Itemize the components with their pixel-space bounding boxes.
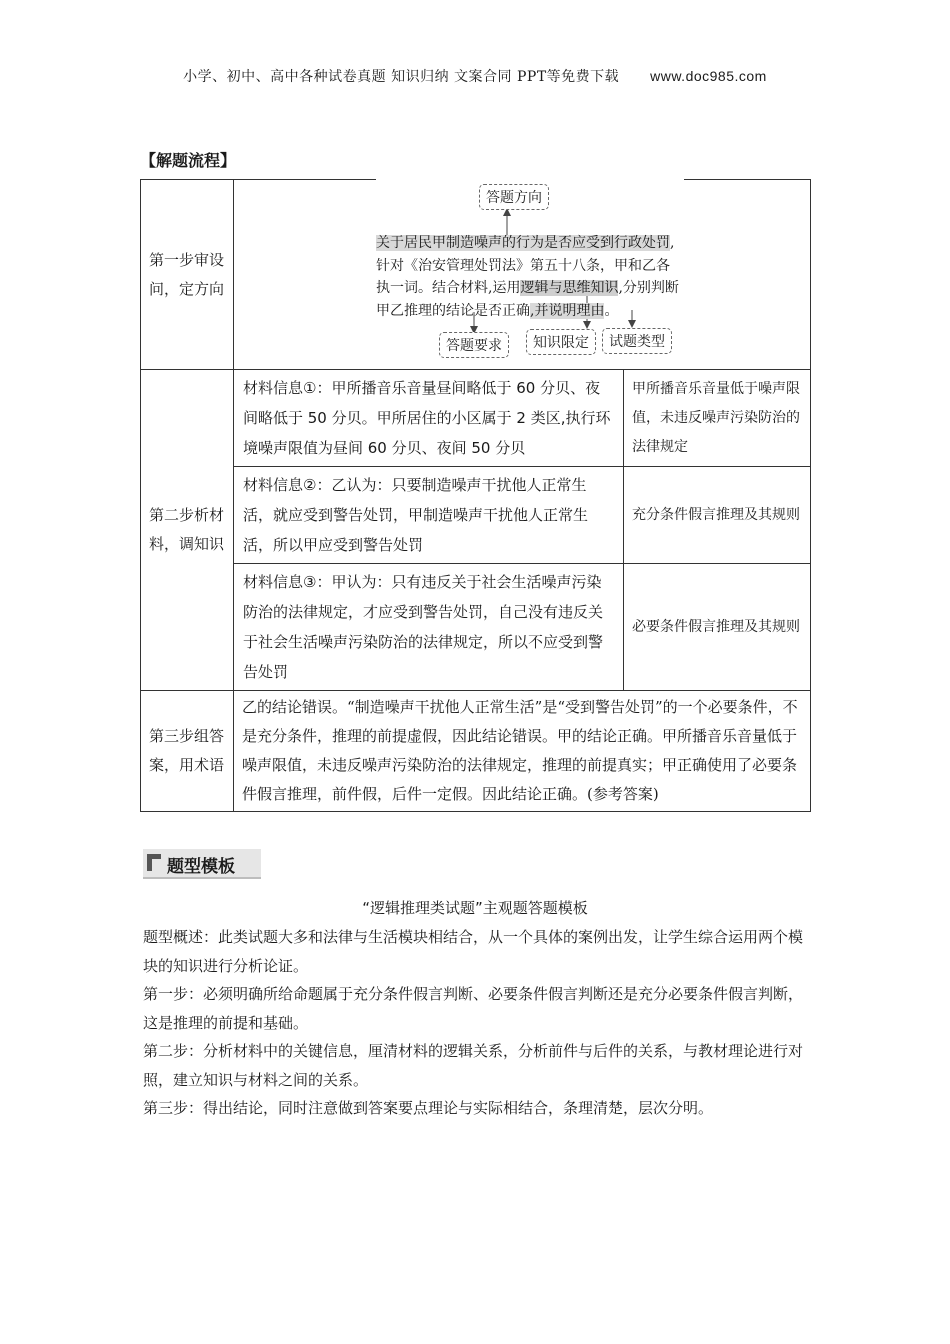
- step1-row: [141, 180, 811, 370]
- section-marker-icon: [147, 854, 161, 871]
- section-label: 【解题流程】: [140, 151, 237, 170]
- template-title: “逻辑推理类试题”主观题答题模板: [362, 899, 588, 917]
- material-cell: 材料信息①：甲所播音乐音量昼间略低于 60 分贝、夜间略低于 50 分贝。甲所居住的小区属于 2 类区,执行环境噪声限值为昼间 60 分贝、夜间 50 分贝: [234, 370, 624, 467]
- template-paragraph: 第三步：得出结论，同时注意做到答案要点理论与实际相结合，条理清楚，层次分明。: [143, 1099, 714, 1117]
- type-box: 试题类型: [602, 328, 672, 354]
- header-text: 小学、初中、高中各种试卷真题 知识归纳 文案合同 PPT等免费下载: [183, 69, 620, 85]
- template-header: [143, 849, 261, 879]
- header-site[interactable]: www.doc985.com: [650, 68, 767, 84]
- requirement-box: 答题要求: [439, 332, 509, 358]
- template-body: [143, 923, 811, 1123]
- answer-cell: 乙的结论错误。“制造噪声干扰他人正常生活”是“受到警告处罚”的一个必要条件，不是充分条件，推理的前提虚假，因此结论错误。甲的结论正确。甲所播音乐音量低于噪声限值，未违反噪声污染防治的法律规定，推理的前提真实；甲正确使用了必要条件假言推理，前件假，后件一定假。因此结论正确。(参考答案): [234, 691, 811, 812]
- step2-row-3: [141, 564, 811, 691]
- direction-box: 答题方向: [479, 184, 549, 210]
- step1-label: 第一步审设问，定方向: [141, 180, 234, 370]
- page-header: [0, 66, 950, 86]
- material-cell: 材料信息②：乙认为：只要制造噪声干扰他人正常生活，就应受到警告处罚，甲制造噪声干扰他人正常生活，所以甲应受到警告处罚: [234, 467, 624, 564]
- step3-row: [141, 691, 811, 812]
- template-paragraph: 题型概述：此类试题大多和法律与生活模块相结合，从一个具体的案例出发，让学生综合运用两个模块的知识进行分析论证。: [143, 928, 804, 975]
- knowledge-cell: 必要条件假言推理及其规则: [624, 564, 811, 691]
- step2-label: 第二步析材料，调知识: [141, 370, 234, 691]
- step2-row-1: [141, 370, 811, 467]
- template-paragraph: 第二步：分析材料中的关键信息，厘清材料的逻辑关系，分析前件与后件的关系，与教材理论进行对照，建立知识与材料之间的关系。: [143, 1042, 804, 1089]
- step2-row-2: [141, 467, 811, 564]
- question-text: 关于居民甲制造噪声的行为是否应受到行政处罚,针对《治安管理处罚法》第五十八条，甲和乙各执一词。结合材料,运用逻辑与思维知识,分别判断甲乙推理的结论是否正确,并说明理由。: [376, 235, 679, 319]
- step1-diagram: [234, 180, 811, 370]
- material-cell: 材料信息③：甲认为：只有违反关于社会生活噪声污染防治的法律规定，才应受到警告处罚，自己没有违反关于社会生活噪声污染防治的法律规定，所以不应受到警告处罚: [234, 564, 624, 691]
- template-paragraph: 第一步：必须明确所给命题属于充分条件假言判断、必要条件假言判断还是充分必要条件假言判断，这是推理的前提和基础。: [143, 985, 804, 1032]
- solution-flow-table: [140, 179, 811, 812]
- knowledge-box: 知识限定: [526, 329, 596, 355]
- step3-label: 第三步组答案，用术语: [141, 691, 234, 812]
- template-header-text: 题型模板: [167, 857, 235, 877]
- knowledge-cell: 充分条件假言推理及其规则: [624, 467, 811, 564]
- knowledge-cell: 甲所播音乐音量低于噪声限值，未违反噪声污染防治的法律规定: [624, 370, 811, 467]
